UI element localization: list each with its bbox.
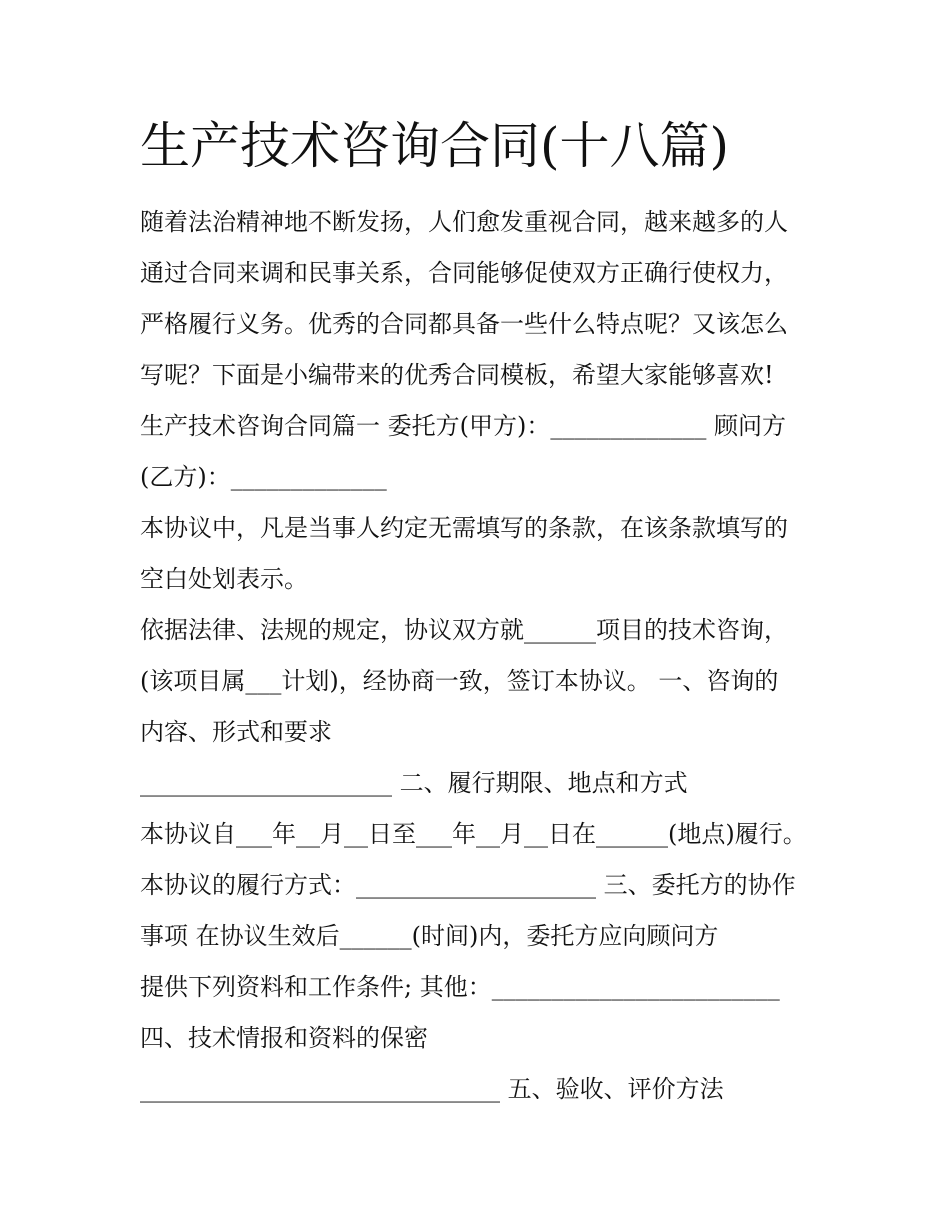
body-line-2: 通过合同来调和民事关系，合同能够促使双方正确行使权力， [140,259,788,287]
body-line-4: 写呢？下面是小编带来的优秀合同模板，希望大家能够喜欢! [140,361,774,389]
body-line-8: 空白处划表示。 [140,565,308,593]
body-line-11: 内容、形式和要求 [140,718,332,746]
body-line-18: ______________________________ 五、验收、评价方法 [140,1075,724,1103]
body-line-13: 本协议自___年__月__日至___年__月__日在______(地点)履行。 [140,820,807,848]
document-title: 生产技术咨询合同(十八篇) [140,117,730,175]
body-line-7: 本协议中，凡是当事人约定无需填写的条款，在该条款填写的 [140,514,788,542]
body-line-6: (乙方)：_____________ [140,463,387,491]
body-line-16: 提供下列资料和工作条件; 其他：________________________ [140,973,780,1001]
body-line-3: 严格履行义务。优秀的合同都具备一些什么特点呢？又该怎么 [140,310,788,338]
body-line-14: 本协议的履行方式：____________________ 三、委托方的协作 [140,871,796,899]
body-line-10: (该项目属___计划)，经协商一致，签订本协议。 一、咨询的 [140,667,779,695]
body-line-1: 随着法治精神地不断发扬，人们愈发重视合同，越来越多的人 [140,208,788,236]
body-line-17: 四、技术情报和资料的保密 [140,1024,428,1052]
body-line-9: 依据法律、法规的规定，协议双方就______项目的技术咨询， [140,616,788,644]
body-line-12: _____________________ 二、履行期限、地点和方式 [140,769,688,797]
body-line-5: 生产技术咨询合同篇一 委托方(甲方)：_____________ 顾问方 [140,412,786,440]
body-line-15: 事项 在协议生效后______(时间)内，委托方应向顾问方 [140,922,719,950]
